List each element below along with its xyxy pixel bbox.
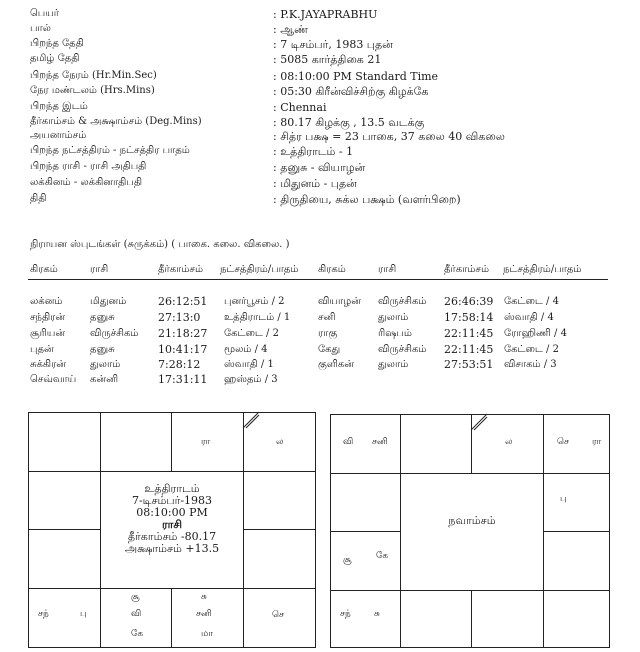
rasi-cell-planet: கே <box>131 629 144 639</box>
rasi-cell-planet: ல <box>276 437 284 447</box>
table-cell: 22:11:45 <box>444 343 494 356</box>
detail-label: பிறந்த நேரம் (Hr.Min.Sec) <box>30 70 157 81</box>
lagna-marker-icon <box>242 411 260 429</box>
table-cell: ஸ்வாதி / 1 <box>224 359 274 370</box>
detail-value: : 7 டிசம்பர், 1983 புதன் <box>273 38 393 51</box>
navamsa-cell-planet: ல <box>505 437 513 447</box>
detail-label: பிறந்த தேதி <box>30 38 84 49</box>
detail-label: நேர மண்டலம் (Hrs.Mins) <box>30 85 155 96</box>
grid-line <box>471 590 472 648</box>
table-cell: கேட்டை / 4 <box>504 296 559 307</box>
header-cell: ராசி <box>90 264 109 275</box>
navamsa-cell-planet: சந் <box>340 609 351 619</box>
detail-label: பிறந்த ராசி - ராசி அதிபதி <box>30 161 147 172</box>
rasi-cell-planet: சூ <box>131 592 140 602</box>
table-cell: புனர்பூசம் / 2 <box>224 296 285 307</box>
grid-line <box>28 588 316 589</box>
table-cell: தனுசு <box>90 344 115 355</box>
grid-line <box>400 414 401 648</box>
table-cell: துலாம் <box>378 312 409 323</box>
navamsa-cell-planet: கே <box>376 551 389 561</box>
table-cell: செவ்வாய் <box>30 374 77 385</box>
detail-value: : P.K.JAYAPRABHU <box>273 8 378 21</box>
header-cell: கிரகம் <box>318 264 346 275</box>
header-cell: நட்சத்திரம்/பாதம் <box>220 264 299 275</box>
detail-label: பெயர் <box>30 8 60 19</box>
header-cell: நட்சத்திரம்/பாதம் <box>503 264 582 275</box>
table-cell: விருச்சிகம் <box>378 296 427 307</box>
table-cell: 17:58:14 <box>444 311 494 324</box>
table-cell: ஹஸ்தம் / 3 <box>224 374 278 385</box>
table-cell: துலாம் <box>378 359 409 370</box>
detail-label: தமிழ் தேதி <box>30 53 80 64</box>
rasi-center-star: உத்திராடம் <box>144 482 200 495</box>
grid-line <box>28 529 100 530</box>
rasi-center-title: ராசி <box>161 518 183 531</box>
detail-label: திதி <box>30 193 47 204</box>
navamsa-center-title: நவாம்சம் <box>448 514 496 527</box>
detail-value: : 08:10:00 PM Standard Time <box>273 70 439 83</box>
detail-label: பிறந்த இடம் <box>30 101 88 112</box>
table-cell: துலாம் <box>90 359 121 370</box>
table-cell: கேட்டை / 2 <box>504 344 559 355</box>
detail-label: அயனாம்சம் <box>30 130 87 141</box>
navamsa-cell-planet: செ <box>557 437 569 447</box>
rasi-cell-planet: சந் <box>38 609 49 619</box>
detail-value: : மிதுனம் - புதன் <box>273 177 357 190</box>
table-cell: ஸ்வாதி / 4 <box>504 312 554 323</box>
detail-value: : 5085 கார்த்திகை 21 <box>273 53 382 66</box>
section-title: நிராயன ஸ்புடங்கள் (சுருக்கம்) ( பாகை. கலை. விகலை. ) <box>30 239 290 250</box>
detail-value: : திருதியை, சுக்ல பக்ஷம் (வளர்பிறை) <box>273 193 461 206</box>
table-cell: லக்னம் <box>30 296 63 307</box>
navamsa-cell-planet: சனி <box>372 437 388 447</box>
table-cell: 26:46:39 <box>444 295 494 308</box>
table-cell: ராகு <box>318 328 338 339</box>
navamsa-cell-planet: வி <box>343 437 354 447</box>
rasi-center-date: 7-டிசம்பர்-1983 <box>131 494 213 507</box>
table-cell: உத்திராடம் / 1 <box>224 312 291 323</box>
detail-value: : 80.17 கிழக்கு , 13.5 வடக்கு <box>273 116 425 129</box>
detail-value: : உத்திராடம் - 1 <box>273 145 354 158</box>
table-cell: புதன் <box>30 344 54 355</box>
table-cell: விருச்சிகம் <box>378 344 427 355</box>
table-cell: 10:41:17 <box>158 343 208 356</box>
rasi-center-time: 08:10:00 PM <box>136 506 208 519</box>
table-cell: 21:18:27 <box>158 327 208 340</box>
rasi-cell-planet: சனி <box>196 609 212 619</box>
detail-value: : தனுசு - வியாழன் <box>273 161 366 174</box>
table-cell: 26:12:51 <box>158 295 208 308</box>
table-cell: குளிகன் <box>318 359 354 370</box>
table-cell: விசாகம் / 3 <box>504 359 557 370</box>
detail-value: : Chennai <box>273 101 327 114</box>
table-cell: 17:31:11 <box>158 373 208 386</box>
rasi-center-longitude: தீர்காம்சம் -80.17 <box>127 530 217 543</box>
table-cell: கேட்டை / 2 <box>224 328 279 339</box>
navamsa-cell-planet: சூ <box>343 555 352 565</box>
rasi-center-latitude: அக்ஷாம்சம் +13.5 <box>124 542 220 555</box>
rasi-cell-planet: சு <box>201 592 207 602</box>
rasi-cell-planet: ரா <box>201 437 211 447</box>
table-cell: மிதுனம் <box>90 296 127 307</box>
table-cell: கன்னி <box>90 374 119 385</box>
detail-value: : 05:30 கிரீன்விச்சிற்கு கிழக்கே <box>273 85 429 98</box>
table-cell: சனி <box>318 312 336 323</box>
grid-line <box>171 588 172 648</box>
detail-label: லக்கினம் - லக்கினாதிபதி <box>30 177 143 188</box>
detail-label: பிறந்த நட்சத்திரம் - நட்சத்திர பாதம் <box>30 145 190 156</box>
table-cell: சூரியன் <box>30 328 66 339</box>
rasi-cell-planet: வி <box>131 609 142 619</box>
grid-line <box>330 473 610 474</box>
table-cell: வியாழன் <box>318 296 361 307</box>
table-cell: மூலம் / 4 <box>224 344 268 355</box>
detail-value: : சித்ர பக்ஷ = 23 பாகை, 37 கலை 40 விகலை <box>273 130 505 143</box>
detail-label: பால் <box>30 23 51 34</box>
table-cell: 27:13:0 <box>158 311 201 324</box>
table-cell: 27:53:51 <box>444 358 494 371</box>
table-cell: 7:28:12 <box>158 358 201 371</box>
table-cell: சுக்கிரன் <box>30 359 66 370</box>
navamsa-cell-planet: பு <box>560 494 567 504</box>
table-cell: 22:11:45 <box>444 327 494 340</box>
lagna-marker-icon <box>470 413 488 431</box>
rasi-cell-planet: செ <box>272 610 284 620</box>
table-cell: ரோஹிணி / 4 <box>504 328 567 339</box>
table-cell: விருச்சிகம் <box>90 328 139 339</box>
rasi-center-block <box>101 483 243 555</box>
header-cell: தீர்காம்சம் <box>444 264 489 275</box>
navamsa-cell-planet: ரா <box>592 437 602 447</box>
grid-line <box>243 529 316 530</box>
grid-line <box>330 590 610 591</box>
grid-line <box>243 412 244 648</box>
table-cell: ரிஷபம் <box>378 328 412 339</box>
detail-value: : ஆண் <box>273 23 309 36</box>
grid-line <box>543 531 610 532</box>
table-divider <box>28 279 608 280</box>
header-cell: ராசி <box>378 264 397 275</box>
table-cell: சந்திரன் <box>30 312 66 323</box>
grid-line <box>330 531 400 532</box>
rasi-cell-planet: பு <box>80 609 87 619</box>
table-cell: தனுசு <box>90 312 115 323</box>
rasi-cell-planet: மா <box>201 629 213 639</box>
table-cell: கேது <box>318 344 341 355</box>
detail-label: தீர்காம்சம் & அக்ஷாம்சம் (Deg.Mins) <box>30 116 202 127</box>
navamsa-cell-planet: சு <box>374 609 380 619</box>
grid-line <box>28 471 316 472</box>
header-cell: கிரகம் <box>30 264 58 275</box>
header-cell: தீர்காம்சம் <box>158 264 203 275</box>
grid-line <box>171 412 172 471</box>
